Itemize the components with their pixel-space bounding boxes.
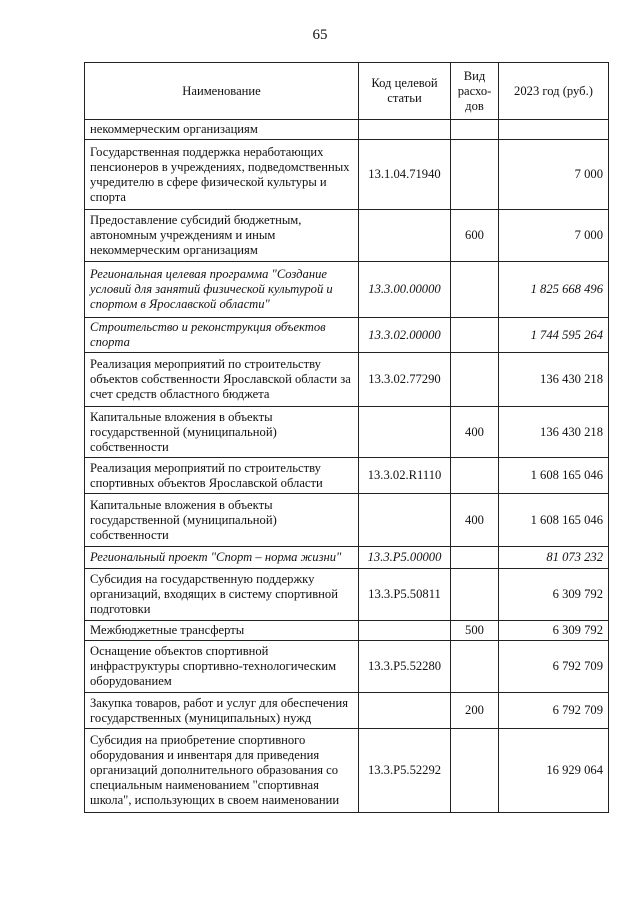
row-kind xyxy=(451,641,499,693)
row-name: Капитальные вложения в объекты государственной (муниципальной) собственности xyxy=(85,494,359,547)
row-name: Региональный проект "Спорт – норма жизни" xyxy=(85,547,359,569)
row-name: Реализация мероприятий по строительству объектов собственности Ярославской области за счет средств областного бюджета xyxy=(85,353,359,407)
table-row xyxy=(85,262,609,318)
row-sum: 7 000 xyxy=(499,210,609,262)
row-code: 13.3.P5.52280 xyxy=(359,641,451,693)
table-row xyxy=(85,641,609,693)
row-sum: 136 430 218 xyxy=(499,353,609,407)
row-sum: 136 430 218 xyxy=(499,407,609,458)
row-kind xyxy=(451,458,499,494)
table-row xyxy=(85,318,609,353)
row-code xyxy=(359,494,451,547)
row-sum: 6 309 792 xyxy=(499,569,609,621)
row-sum: 1 608 165 046 xyxy=(499,458,609,494)
row-kind xyxy=(451,353,499,407)
row-code: 13.3.P5.52292 xyxy=(359,729,451,813)
row-name: Закупка товаров, работ и услуг для обеспечения государственных (муниципальных) нужд xyxy=(85,693,359,729)
row-code: 13.3.02.77290 xyxy=(359,353,451,407)
table-row xyxy=(85,621,609,641)
row-kind xyxy=(451,547,499,569)
table-row xyxy=(85,353,609,407)
row-kind xyxy=(451,729,499,813)
row-name: Капитальные вложения в объекты государственной (муниципальной) собственности xyxy=(85,407,359,458)
table-row xyxy=(85,210,609,262)
row-sum: 7 000 xyxy=(499,140,609,210)
row-code: 13.3.02.00000 xyxy=(359,318,451,353)
table-row xyxy=(85,458,609,494)
table-row xyxy=(85,120,609,140)
row-code: 13.3.00.00000 xyxy=(359,262,451,318)
row-name: Оснащение объектов спортивной инфраструктуры спортивно-технологическим оборудованием xyxy=(85,641,359,693)
row-code xyxy=(359,407,451,458)
budget-table xyxy=(84,62,609,813)
row-name: Региональная целевая программа "Создание условий для занятий физической культурой и спортом в Ярославской области" xyxy=(85,262,359,318)
row-code: 13.3.02.R1110 xyxy=(359,458,451,494)
table-row xyxy=(85,729,609,813)
row-sum: 81 073 232 xyxy=(499,547,609,569)
row-sum: 6 309 792 xyxy=(499,621,609,641)
row-code xyxy=(359,693,451,729)
row-name: Межбюджетные трансферты xyxy=(85,621,359,641)
row-kind xyxy=(451,120,499,140)
row-kind xyxy=(451,140,499,210)
row-code xyxy=(359,621,451,641)
table-row xyxy=(85,693,609,729)
row-kind xyxy=(451,262,499,318)
row-name: Субсидия на государственную поддержку организаций, входящих в систему спортивной подготовки xyxy=(85,569,359,621)
header-sum: 2023 год (руб.) xyxy=(499,63,609,120)
row-name: Государственная поддержка неработающих пенсионеров в учреждениях, подведомственных учредителю в сфере физической культуры и спорта xyxy=(85,140,359,210)
row-code xyxy=(359,120,451,140)
row-code: 13.3.P5.50811 xyxy=(359,569,451,621)
row-sum: 16 929 064 xyxy=(499,729,609,813)
header-name: Наименование xyxy=(85,63,359,120)
table-row xyxy=(85,569,609,621)
row-kind: 600 xyxy=(451,210,499,262)
table-row xyxy=(85,140,609,210)
header-kind: Вид расхо-дов xyxy=(451,63,499,120)
table-row xyxy=(85,494,609,547)
row-kind: 400 xyxy=(451,407,499,458)
table-body xyxy=(85,120,609,813)
header-code: Код целевой статьи xyxy=(359,63,451,120)
table-row xyxy=(85,407,609,458)
row-name: Субсидия на приобретение спортивного оборудования и инвентаря для приведения организаций дополнительного образования со специальным наименованием "спортивная школа", использующих в своем наименовании xyxy=(85,729,359,813)
row-kind: 400 xyxy=(451,494,499,547)
row-name: Реализация мероприятий по строительству спортивных объектов Ярославской области xyxy=(85,458,359,494)
row-kind xyxy=(451,318,499,353)
row-sum: 1 744 595 264 xyxy=(499,318,609,353)
row-name: некоммерческим организациям xyxy=(85,120,359,140)
row-sum xyxy=(499,120,609,140)
table-row xyxy=(85,547,609,569)
row-kind xyxy=(451,569,499,621)
row-code: 13.1.04.71940 xyxy=(359,140,451,210)
row-code xyxy=(359,210,451,262)
row-name: Строительство и реконструкция объектов спорта xyxy=(85,318,359,353)
row-sum: 1 608 165 046 xyxy=(499,494,609,547)
row-kind: 500 xyxy=(451,621,499,641)
row-name: Предоставление субсидий бюджетным, автономным учреждениям и иным некоммерческим организациям xyxy=(85,210,359,262)
row-kind: 200 xyxy=(451,693,499,729)
table-header-row xyxy=(85,63,609,120)
row-sum: 6 792 709 xyxy=(499,693,609,729)
page-number: 65 xyxy=(312,27,328,43)
row-sum: 6 792 709 xyxy=(499,641,609,693)
row-sum: 1 825 668 496 xyxy=(499,262,609,318)
row-code: 13.3.P5.00000 xyxy=(359,547,451,569)
